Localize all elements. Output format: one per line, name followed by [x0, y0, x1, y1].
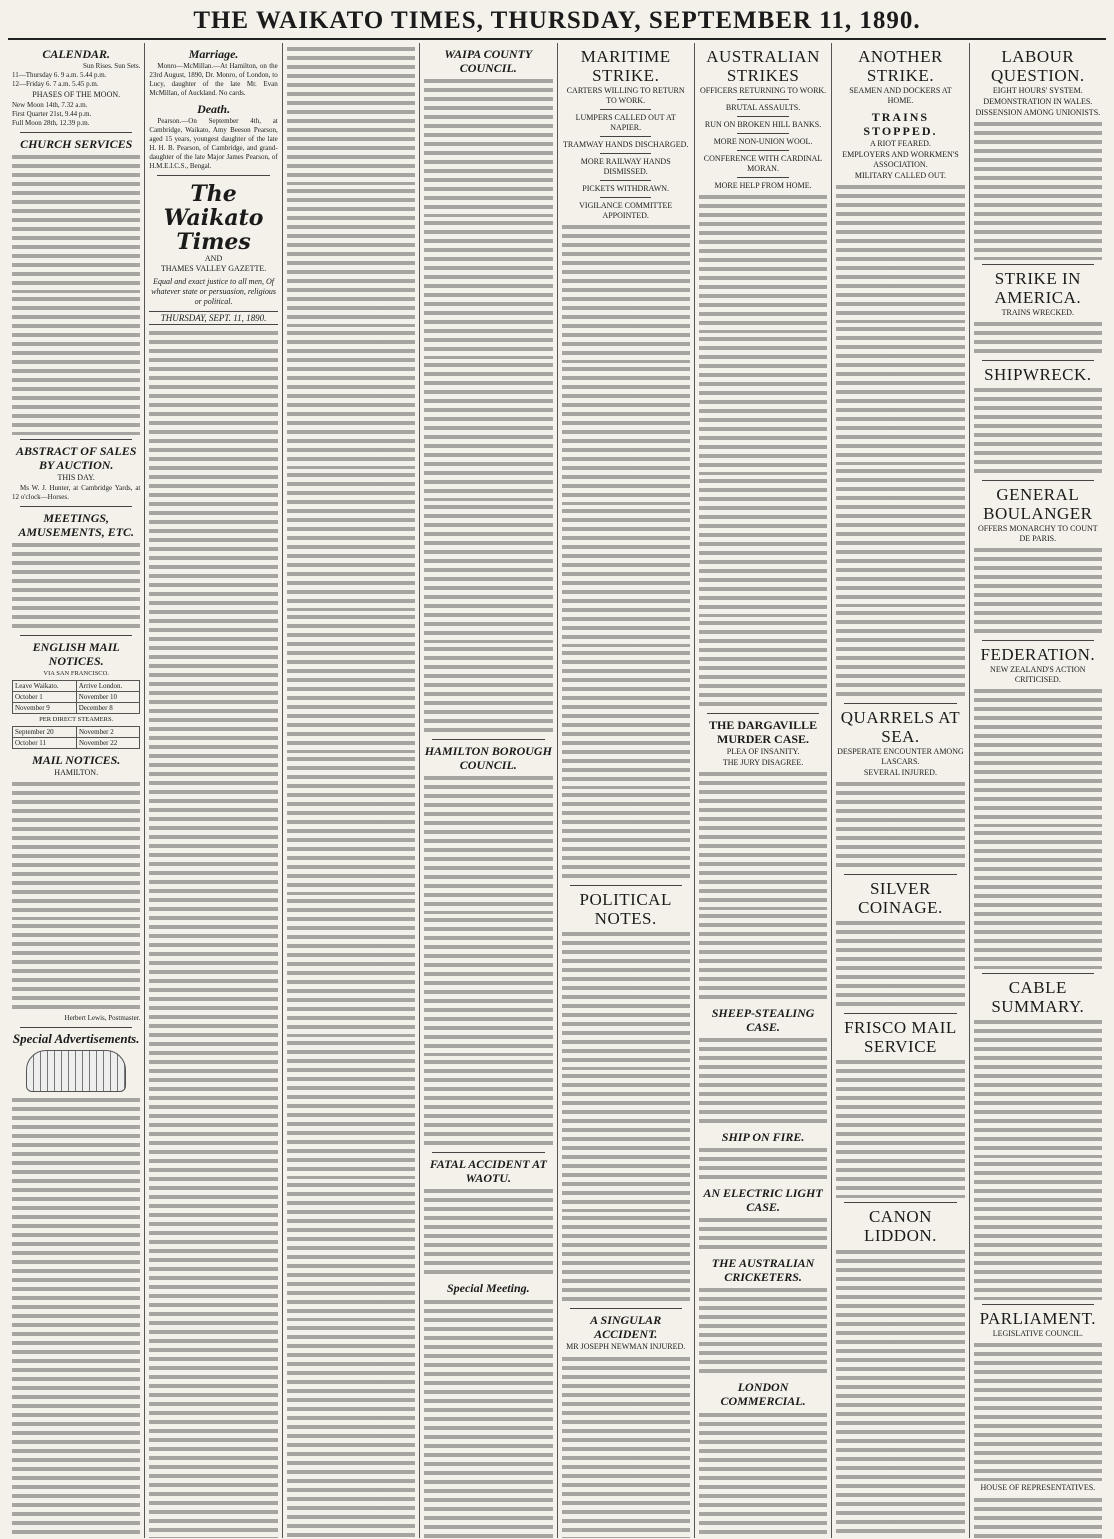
another-sub: EMPLOYERS AND WORKMEN'S ASSOCIATION.: [842, 150, 959, 169]
via-label: VIA SAN FRANCISCO.: [43, 670, 109, 677]
strike-text: [836, 183, 964, 323]
aus-sub: RUN ON BROKEN HILL BANKS.: [704, 120, 822, 129]
maritime-sub: VIGILANCE COMMITTEE APPOINTED.: [579, 201, 673, 220]
maritime-sub: LUMPERS CALLED OUT AT NAPIER.: [575, 113, 676, 132]
mail-cell: November 2: [76, 727, 139, 738]
mail-table: [12, 680, 140, 714]
maritime-strike-heading: MARITIME STRIKE.: [580, 47, 671, 85]
silver-text: [836, 919, 964, 1009]
mail-cell: November 9: [13, 703, 77, 714]
america-sub: TRAINS WRECKED.: [1001, 308, 1074, 317]
mail-cell: October 1: [13, 692, 77, 703]
strike-text: [699, 619, 827, 709]
aus-sub: OFFICERS RETURNING TO WORK.: [699, 86, 827, 95]
shipwreck-text: [974, 386, 1102, 476]
maritime-sub: PICKETS WITHDRAWN.: [582, 184, 670, 193]
parliament-text: [974, 1341, 1102, 1481]
strike-text: [699, 193, 827, 333]
paper-and: AND: [204, 254, 223, 263]
quarrels-text: [836, 780, 964, 870]
another-sub: SEAMEN AND DOCKERS AT HOME.: [849, 86, 952, 105]
article-text: [287, 613, 415, 753]
paper-motto: Equal and exact justice to all men, Of whatever state or persuasion, religious or political.: [151, 277, 276, 306]
phase-row: New Moon 14th, 7.32 a.m.: [12, 101, 88, 109]
mail-notices-text: [12, 780, 140, 920]
maritime-sub: MORE RAILWAY HANDS DISMISSED.: [580, 157, 671, 176]
marriage-heading: Marriage.: [188, 47, 239, 61]
canon-text: [836, 1248, 964, 1538]
sales-heading: ABSTRACT OF SALES BY AUCTION.: [15, 444, 137, 472]
meetings-heading: MEETINGS, AMUSEMENTS, ETC.: [18, 511, 135, 539]
frisco-text: [836, 1058, 964, 1198]
council-text: [424, 774, 552, 914]
labour-sub: DEMONSTRATION IN WALES.: [983, 97, 1093, 106]
jury-sub: THE JURY DISAGREE.: [722, 758, 804, 767]
paper-gazette: THAMES VALLEY GAZETTE.: [160, 264, 267, 273]
labour-heading: LABOUR QUESTION.: [990, 47, 1085, 85]
sales-day: THIS DAY.: [57, 473, 95, 482]
labour-sub: DISSENSION AMONG UNIONISTS.: [975, 108, 1101, 117]
strike-text: [562, 791, 690, 881]
column-1: [8, 43, 145, 1538]
political-text: [562, 930, 690, 1070]
federation-text: [974, 829, 1102, 969]
quarrels-sub: SEVERAL INJURED.: [863, 768, 937, 777]
federation-heading: FEDERATION.: [980, 645, 1096, 664]
boulanger-text: [974, 546, 1102, 636]
council-text: [424, 503, 552, 643]
america-text: [974, 320, 1102, 356]
boulanger-heading: GENERAL BOULANGER: [983, 485, 1093, 523]
case-text: [699, 912, 827, 1002]
church-text: [12, 153, 140, 293]
council-text: [424, 1058, 552, 1148]
strike-text: [562, 649, 690, 789]
aus-sub: CONFERENCE WITH CARDINAL MORAN.: [703, 154, 823, 173]
strike-text: [562, 223, 690, 363]
masthead: THE WAIKATO TIMES, THURSDAY, SEPTEMBER 11, 1890.: [8, 6, 1106, 40]
calendar-heading: CALENDAR.: [42, 47, 111, 61]
plea-sub: PLEA OF INSANITY.: [726, 747, 800, 756]
electric-light-heading: AN ELECTRIC LIGHT CASE.: [703, 1186, 823, 1214]
article-text: [287, 1181, 415, 1321]
mail-cell: November 22: [76, 738, 139, 749]
death-heading: Death.: [197, 102, 231, 116]
council-text: [424, 916, 552, 1056]
strike-text: [562, 365, 690, 505]
strike-text: [562, 507, 690, 647]
light-text: [699, 1216, 827, 1252]
trains-stopped-sub: TRAINS STOPPED.: [863, 110, 938, 138]
steamer-table: [12, 726, 140, 749]
hamilton-label: HAMILTON.: [54, 768, 99, 777]
meetings-text: [12, 541, 140, 631]
direct-steamers-label: PER DIRECT STEAMERS.: [39, 716, 114, 723]
dentist-teeth-illustration: [26, 1050, 126, 1092]
mail-cell: Arrive London.: [76, 681, 140, 692]
article-text: [287, 1324, 415, 1538]
commercial-text: [699, 1411, 827, 1538]
council-text: [424, 219, 552, 359]
accident-text: [562, 1355, 690, 1538]
column-5: [558, 43, 695, 1538]
another-sub: MILITARY CALLED OUT.: [854, 171, 946, 180]
fatal-accident-heading: FATAL ACCIDENT AT WAOTU.: [429, 1157, 547, 1185]
strike-text: [836, 609, 964, 699]
mail-cell: November 10: [76, 692, 140, 703]
another-sub: A RIOT FEARED.: [869, 139, 931, 148]
mail-cell: December 8: [76, 703, 140, 714]
church-heading: CHURCH SERVICES: [20, 137, 133, 151]
cable-heading: CABLE SUMMARY.: [991, 978, 1085, 1016]
labour-sub: EIGHT HOURS' SYSTEM.: [992, 86, 1083, 95]
federation-text: [974, 687, 1102, 827]
council-sub: LEGISLATIVE COUNCIL.: [992, 1329, 1083, 1338]
church-text: [12, 295, 140, 435]
strike-text: [836, 467, 964, 607]
column-7: [832, 43, 969, 1538]
sales-text: Ms W. J. Hunter, at Cambridge Yards, at 12 o'clock—Horses.: [12, 484, 141, 501]
singular-accident-heading: A SINGULAR ACCIDENT.: [590, 1313, 662, 1341]
special-meeting-heading: Special Meeting.: [446, 1281, 530, 1295]
mail-cell: October 11: [13, 738, 77, 749]
america-heading: STRIKE IN AMERICA.: [994, 269, 1082, 307]
column-6: [695, 43, 832, 1538]
strike-text: [699, 335, 827, 475]
article-text: [287, 471, 415, 611]
mail-cell: Leave Waikato.: [13, 681, 77, 692]
article-text: [287, 897, 415, 1037]
meeting-text: [424, 1298, 552, 1538]
london-commercial-heading: LONDON COMMERCIAL.: [720, 1380, 806, 1408]
mail-notices-text: [12, 922, 140, 1012]
labour-text: [974, 120, 1102, 260]
aus-sub: MORE NON-UNION WOOL.: [713, 137, 813, 146]
english-mail-heading: ENGLISH MAIL NOTICES.: [32, 640, 120, 668]
maritime-sub: TRAMWAY HANDS DISCHARGED.: [562, 140, 689, 149]
death-text: Pearson.—On September 4th, at Cambridge, Waikato, Amy Beeson Pearson, aged 15 years, youngest daughter of the late H. H. B. Pearson, of Cambridge, and grand-daughter of the late Major James Pearson, of H.M.E.I.C.S., Bengal.: [149, 117, 278, 170]
canon-heading: CANON LIDDON.: [863, 1207, 937, 1245]
quarrels-sub: DESPERATE ENCOUNTER AMONG LASCARS.: [837, 747, 964, 766]
silver-heading: SILVER COINAGE.: [858, 879, 943, 917]
mail-notices-heading: MAIL NOTICES.: [32, 753, 121, 767]
newman-sub: MR JOSEPH NEWMAN INJURED.: [566, 1342, 686, 1351]
article-text: [287, 329, 415, 469]
special-ads-heading: Special Advertisements.: [12, 1031, 140, 1046]
column-4: [420, 43, 557, 1538]
political-notes-heading: POLITICAL NOTES.: [579, 890, 672, 928]
calendar-header: Sun Rises. Sun Sets.: [83, 62, 141, 70]
column-3: [283, 43, 420, 1538]
council-text: [424, 645, 552, 735]
article-text: [287, 1039, 415, 1179]
accident-text: [424, 1187, 552, 1277]
columns: [8, 43, 1106, 1538]
calendar-row: 11—Thursday 6. 9 a.m. 5.44 p.m.: [12, 71, 107, 79]
council-text: [424, 361, 552, 501]
column-8: [970, 43, 1106, 1538]
article-text: [287, 755, 415, 895]
phases-heading: PHASES OF THE MOON.: [32, 90, 121, 99]
column-2: [145, 43, 282, 1538]
dargaville-heading: THE DARGAVILLE MURDER CASE.: [708, 718, 818, 746]
cricketers-heading: THE AUSTRALIAN CRICKETERS.: [711, 1256, 815, 1284]
strike-text: [699, 477, 827, 617]
shipwreck-heading: SHIPWRECK.: [984, 365, 1092, 384]
waipa-council-heading: WAIPA COUNTY COUNCIL.: [444, 47, 533, 75]
mail-cell: September 20: [13, 727, 77, 738]
house-sub: HOUSE OF REPRESENTATIVES.: [980, 1483, 1096, 1492]
political-text: [562, 1072, 690, 1212]
maritime-sub: CARTERS WILLING TO RETURN TO WORK.: [566, 86, 685, 105]
parliament-heading: PARLIAMENT.: [979, 1309, 1097, 1328]
aus-sub: BRUTAL ASSAULTS.: [725, 103, 801, 112]
political-text: [562, 1214, 690, 1304]
article-text: [287, 187, 415, 327]
calendar: [12, 62, 140, 128]
hamilton-council-heading: HAMILTON BOROUGH COUNCIL.: [424, 744, 552, 772]
aus-sub: MORE HELP FROM HOME.: [714, 181, 812, 190]
boulanger-sub: OFFERS MONARCHY TO COUNT DE PARIS.: [977, 524, 1098, 543]
frisco-heading: FRISCO MAIL SERVICE: [844, 1018, 957, 1056]
calendar-row: 12—Friday 6. 7 a.m. 5.45 p.m.: [12, 80, 99, 88]
postmaster: Herbert Lewis, Postmaster.: [64, 1014, 141, 1022]
cricket-text: [699, 1286, 827, 1376]
quarrels-heading: QUARRELS AT SEA.: [840, 708, 961, 746]
australian-strikes-heading: AUSTRALIAN STRIKES: [706, 47, 820, 85]
strike-text: [836, 325, 964, 465]
case-text: [699, 770, 827, 910]
council-text: [424, 77, 552, 217]
dateline: THURSDAY, SEPT. 11, 1890.: [149, 311, 277, 325]
sheep-heading: SHEEP-STEALING CASE.: [711, 1006, 815, 1034]
federation-sub: NEW ZEALAND'S ACTION CRITICISED.: [990, 665, 1086, 684]
article-text: [287, 45, 415, 185]
house-text: [974, 1496, 1102, 1538]
another-strike-heading: ANOTHER STRIKE.: [858, 47, 943, 85]
ship-text: [699, 1146, 827, 1182]
phase-row: Full Moon 28th, 12.39 p.m.: [12, 119, 90, 127]
phase-row: First Quarter 21st, 9.44 p.m.: [12, 110, 92, 118]
cable-text: [974, 1160, 1102, 1300]
case-text: [699, 1036, 827, 1126]
cable-text: [974, 1018, 1102, 1158]
editorial-text: [149, 329, 277, 1538]
ship-fire-heading: SHIP ON FIRE.: [721, 1130, 805, 1144]
marriage-text: Monro—McMillan.—At Hamilton, on the 23rd August, 1890, Dr. Monro, of London, to Lucy, daughter of the late Mr. Evan McMillan, of Auckland. No cards.: [149, 62, 278, 97]
paper-title: The Waikato Times: [163, 181, 264, 255]
ads-text: [12, 1096, 140, 1538]
